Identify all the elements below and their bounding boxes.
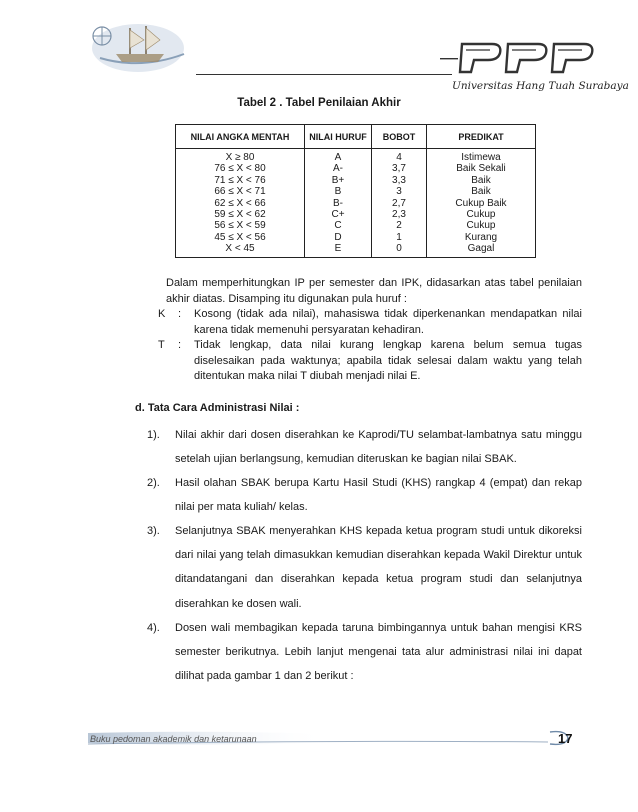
section-heading: d. Tata Cara Administrasi Nilai : — [135, 402, 300, 414]
column-header-weight: BOBOT — [372, 125, 427, 149]
table-cell-letter: A — [334, 152, 342, 163]
intro-paragraph: Dalam memperhitungkan IP per semester dan IPK, didasarkan atas tabel penilaian akhir diatas. Disamping itu digunakan pula huruf : — [166, 277, 582, 305]
table-cell-letter: A- — [333, 163, 343, 175]
table-cell-raw: 66 ≤ X < 71 — [214, 186, 266, 198]
column-header-raw-score: NILAI ANGKA MENTAH — [176, 125, 305, 149]
table-cell-predicate: Cukup — [466, 208, 496, 220]
table-cell-weight: 3 — [396, 186, 402, 198]
raw-score-column — [176, 149, 305, 258]
column-header-letter-grade: NILAI HURUF — [305, 125, 372, 149]
definition-key-t: T — [158, 339, 165, 351]
predicate-column — [427, 149, 536, 258]
step-text: Selanjutnya SBAK menyerahkan KHS kepada ketua program studi untuk dikoreksi dari nilai yang telah dimasukkan kemudian diserahkan kepada Wakil Direktur untuk ditandatangani dan diserahkan kepada ketua program studi dan selanjutnya diserahkan ke dosen wali. — [175, 525, 582, 610]
table-title: Tabel 2 . Tabel Penilaian Akhir — [237, 97, 401, 109]
step-number: 4). — [147, 622, 160, 634]
table-cell-raw: 45 ≤ X < 56 — [214, 231, 266, 243]
step-number: 2). — [147, 477, 160, 489]
grading-table — [175, 124, 536, 258]
table-cell-predicate: Istimewa — [461, 152, 501, 163]
table-cell-predicate: Baik — [471, 186, 491, 198]
table-cell-weight: 2,3 — [392, 208, 406, 220]
table-cell-raw: 56 ≤ X < 59 — [214, 220, 266, 232]
table-cell-raw: 76 ≤ X < 80 — [214, 163, 266, 175]
table-body-row — [176, 149, 536, 258]
table-cell-letter: B — [334, 186, 342, 198]
step-text: Dosen wali membagikan kepada taruna bimbingannya untuk bahan mengisi KRS semester berikutnya. Lebih lanjut mengenai tata alur administrasi nilai ini dapat dilihat pada gambar 1 dan 2 berikut : — [175, 622, 582, 683]
table-cell-predicate: Baik Sekali — [456, 163, 506, 175]
step-number: 1). — [147, 429, 160, 441]
table-cell-letter: C — [334, 220, 342, 232]
table-cell-letter: B- — [333, 197, 343, 209]
institution-name: Universitas Hang Tuah Surabaya — [452, 80, 629, 92]
table-cell-letter: C+ — [331, 208, 345, 220]
column-header-predicate: PREDIKAT — [427, 125, 536, 149]
table-cell-weight: 2 — [396, 220, 402, 232]
table-cell-raw: X < 45 — [225, 243, 255, 255]
header-rule — [196, 74, 452, 75]
table-cell-raw: 71 ≤ X < 76 — [214, 174, 266, 186]
footer-text: Buku pedoman akademik dan ketarunaan — [90, 734, 257, 744]
definition-text-t: Tidak lengkap, data nilai kurang lengkap karena belum semua tugas diselesaikan pada waktunya; apabila tidak selesai dalam waktu yang telah ditentukan maka nilai T diubah menjadi nilai E. — [194, 339, 582, 382]
table-cell-predicate: Baik — [471, 174, 491, 186]
table-cell-weight: 0 — [396, 243, 402, 255]
table-cell-raw: 62 ≤ X < 66 — [214, 197, 266, 209]
table-cell-predicate: Gagal — [467, 243, 495, 255]
definition-colon: : — [178, 308, 182, 320]
page-number: 17 — [558, 731, 573, 746]
table-cell-letter: E — [334, 243, 342, 255]
table-cell-weight: 2,7 — [392, 197, 406, 209]
definition-colon: : — [178, 339, 182, 351]
definition-text-k: Kosong (tidak ada nilai), mahasiswa tidak diperkenankan mendapatkan nilai karena tidak memenuhi persyaratan kehadiran. — [194, 308, 582, 336]
table-cell-predicate: Kurang — [464, 231, 498, 243]
step-text: Hasil olahan SBAK berupa Kartu Hasil Studi (KHS) rangkap 4 (empat) dan rekap nilai per mata kuliah/ kelas. — [175, 477, 582, 514]
definition-key-k: K — [158, 308, 166, 320]
table-header-row — [176, 125, 536, 149]
table-cell-weight: 1 — [396, 231, 402, 243]
table-cell-weight: 3,7 — [392, 163, 406, 175]
letter-grade-column — [305, 149, 372, 258]
table-cell-weight: 4 — [396, 152, 402, 163]
ship-logo-icon — [86, 18, 196, 80]
table-cell-predicate: Cukup — [466, 220, 496, 232]
step-number: 3). — [147, 525, 160, 537]
weight-column — [372, 149, 427, 258]
table-cell-weight: 3,3 — [392, 174, 406, 186]
table-cell-raw: 59 ≤ X < 62 — [214, 208, 266, 220]
table-cell-letter: B+ — [331, 174, 345, 186]
table-cell-raw: X ≥ 80 — [225, 152, 255, 163]
table-cell-letter: D — [334, 231, 342, 243]
step-text: Nilai akhir dari dosen diserahkan ke Kaprodi/TU selambat-lambatnya satu minggu setelah ujian berlangsung, kemudian diteruskan ke bagian nilai SBAK. — [175, 429, 582, 466]
table-cell-predicate: Cukup Baik — [455, 197, 507, 209]
